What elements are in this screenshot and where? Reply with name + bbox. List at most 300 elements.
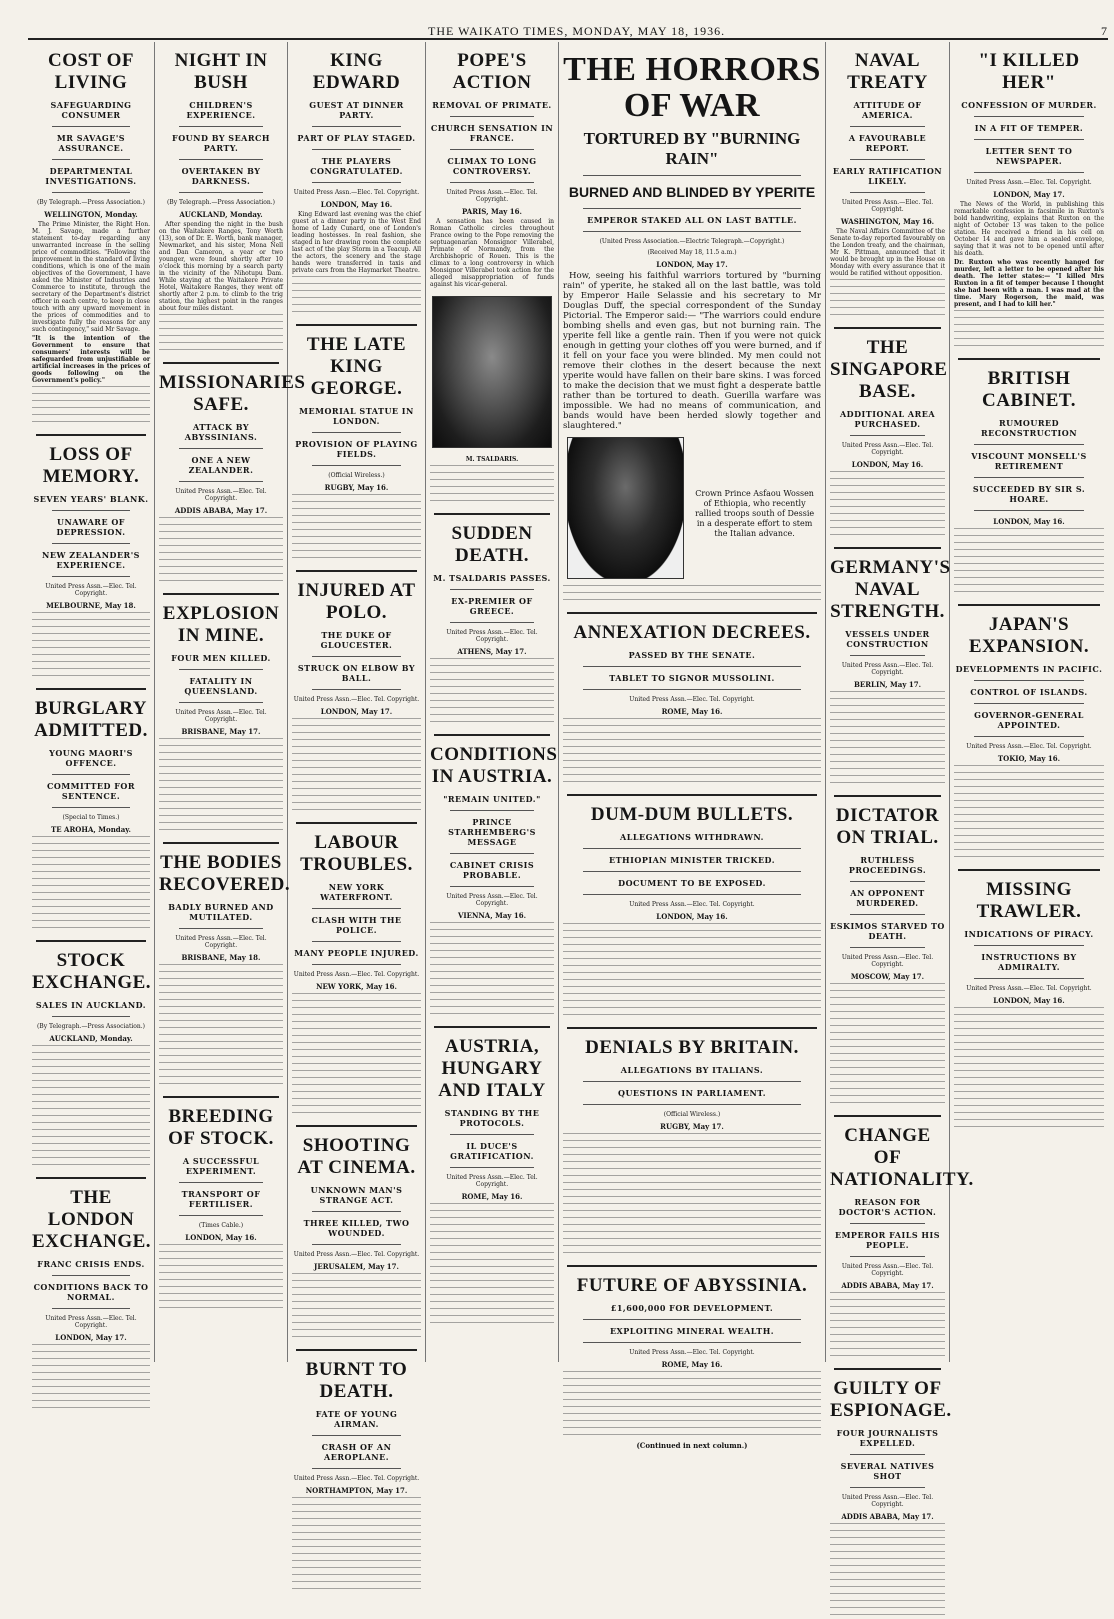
text-line-filler xyxy=(563,1245,821,1250)
section-headline: LABOUR TROUBLES. xyxy=(300,832,413,875)
section-subheadline: ALLEGATIONS WITHDRAWN. xyxy=(620,832,764,843)
masthead-title: THE WAIKATO TIMES, MONDAY, MAY 18, 1936. xyxy=(428,24,726,38)
section-subheadline: MEMORIAL STATUE IN LONDON. xyxy=(299,406,414,426)
dateline: PARIS, May 16. xyxy=(462,207,522,216)
section-divider xyxy=(834,1115,941,1117)
text-line-filler xyxy=(32,400,150,405)
text-line-filler xyxy=(954,828,1104,833)
text-line-filler xyxy=(954,1028,1104,1033)
section-dateline: ATHENS, May 17. xyxy=(457,647,527,656)
text-line-filler xyxy=(563,1182,821,1187)
text-line-filler xyxy=(430,493,554,498)
section-subheadline: FOUR MEN KILLED. xyxy=(171,653,271,663)
text-line-filler xyxy=(32,836,150,841)
text-line-filler xyxy=(292,1098,421,1103)
divider xyxy=(974,116,1084,117)
text-line-filler xyxy=(159,822,283,827)
text-line-filler xyxy=(32,885,150,890)
page-number: 7 xyxy=(1101,24,1108,38)
text-line-filler xyxy=(954,1049,1104,1054)
subheadline: A FAVOURABLE REPORT. xyxy=(848,133,927,153)
section-subheadline: EX-PREMIER OF GREECE. xyxy=(451,596,533,616)
text-line-filler xyxy=(430,1301,554,1306)
text-line-filler xyxy=(954,856,1104,861)
text-line-filler xyxy=(292,1000,421,1005)
text-line-filler xyxy=(430,665,554,670)
text-line-filler xyxy=(430,714,554,719)
text-line-filler xyxy=(32,414,150,419)
text-line-filler xyxy=(563,930,821,935)
text-line-filler xyxy=(292,1063,421,1068)
text-line-filler xyxy=(159,752,283,757)
section-divider xyxy=(36,434,146,436)
text-line-filler xyxy=(292,1560,421,1565)
text-line-filler xyxy=(830,1586,945,1591)
text-line-filler xyxy=(292,276,421,281)
text-line-filler xyxy=(830,1299,945,1304)
text-line-filler xyxy=(830,733,945,738)
section-subheadline: PROVISION OF PLAYING FIELDS. xyxy=(295,439,418,459)
section-byline: (Official Wireless.) xyxy=(663,1111,721,1119)
text-line-filler xyxy=(159,780,283,785)
text-line-filler xyxy=(430,500,554,505)
text-line-filler xyxy=(430,672,554,677)
text-line-filler xyxy=(830,1334,945,1339)
text-line-filler xyxy=(32,1129,150,1134)
section-dateline: AUCKLAND, Monday. xyxy=(49,1034,133,1043)
section-headline: DENIALS BY BRITAIN. xyxy=(585,1037,799,1059)
text-line-filler xyxy=(830,1081,945,1086)
text-line-filler xyxy=(563,1252,821,1257)
text-line-filler xyxy=(830,1011,945,1016)
text-line-filler xyxy=(563,746,821,751)
section-dateline: MELBOURNE, May 18. xyxy=(46,601,136,610)
text-line-filler xyxy=(830,492,945,497)
text-line-filler xyxy=(563,923,821,928)
divider xyxy=(583,208,801,209)
text-line-filler xyxy=(159,1048,283,1053)
section-headline: BURNT TO DEATH. xyxy=(305,1359,408,1402)
text-line-filler xyxy=(159,1286,283,1291)
column-5 xyxy=(559,42,826,1451)
divider xyxy=(850,159,925,160)
text-line-filler xyxy=(159,1006,283,1011)
text-line-filler xyxy=(830,534,945,539)
divider xyxy=(583,848,801,849)
section-byline: United Press Assn.—Elec. Tel. Copyright. xyxy=(293,1475,420,1482)
section-dateline: LONDON, May 16. xyxy=(185,1233,257,1242)
text-line-filler xyxy=(292,1294,421,1299)
section-subheadline: ETHIOPIAN MINISTER TRICKED. xyxy=(609,855,775,866)
headline: KING EDWARD xyxy=(312,50,401,93)
article-text xyxy=(430,218,554,288)
text-line-filler xyxy=(292,1070,421,1075)
text-line-filler xyxy=(159,1272,283,1277)
headline: COST OF LIVING xyxy=(47,50,135,93)
text-line-filler xyxy=(830,1320,945,1325)
text-line-filler xyxy=(830,691,945,696)
text-line-filler xyxy=(159,1055,283,1060)
text-line-filler xyxy=(830,990,945,995)
text-line-filler xyxy=(292,1105,421,1110)
divider xyxy=(850,435,925,436)
article-text xyxy=(954,201,1104,257)
text-line-filler xyxy=(292,290,421,295)
section-divider xyxy=(296,822,417,824)
text-line-filler xyxy=(159,349,283,354)
text-line-filler xyxy=(563,767,821,772)
divider xyxy=(450,886,534,887)
section-byline: (Times Cable.) xyxy=(198,1222,244,1229)
text-line-filler xyxy=(32,1080,150,1085)
text-line-filler xyxy=(830,1074,945,1079)
text-line-filler xyxy=(32,906,150,911)
text-line-filler xyxy=(32,1400,150,1405)
headline: THE HORRORS OF WAR xyxy=(563,51,821,124)
section-subheadline: FATE OF YOUNG AIRMAN. xyxy=(315,1409,398,1429)
text-line-filler xyxy=(292,1588,421,1593)
text-line-filler xyxy=(830,1306,945,1311)
divider xyxy=(52,774,130,775)
text-line-filler xyxy=(830,1046,945,1051)
text-line-filler xyxy=(292,494,421,499)
text-line-filler xyxy=(292,1028,421,1033)
section-headline: STOCK EXCHANGE. xyxy=(32,950,152,993)
text-line-filler xyxy=(830,719,945,724)
text-line-filler xyxy=(830,293,945,298)
section-divider xyxy=(36,688,146,690)
text-line-filler xyxy=(830,1355,945,1360)
text-line-filler xyxy=(159,999,283,1004)
text-line-filler xyxy=(159,759,283,764)
text-line-filler xyxy=(830,1551,945,1556)
text-line-filler xyxy=(292,1007,421,1012)
section-subheadline: CLASH WITH THE POLICE. xyxy=(311,915,402,935)
text-line-filler xyxy=(292,1301,421,1306)
quote-text: "It is the intention of the Government to ensure that consumers' interests will be safeguarded from unjustifiable or artificial increases in the prices of goods following on the Government's policy." xyxy=(32,335,150,384)
text-line-filler xyxy=(954,772,1104,777)
text-line-filler xyxy=(563,1385,821,1390)
text-line-filler xyxy=(292,1518,421,1523)
text-line-filler xyxy=(292,1287,421,1292)
text-line-filler xyxy=(830,471,945,476)
column-4 xyxy=(426,42,559,1362)
text-line-filler xyxy=(954,779,1104,784)
text-line-filler xyxy=(830,1327,945,1332)
section-subheadline: NEW ZEALANDER'S EXPERIENCE. xyxy=(42,550,140,570)
text-line-filler xyxy=(32,421,150,426)
text-line-filler xyxy=(159,517,283,522)
text-line-filler xyxy=(292,1042,421,1047)
text-line-filler xyxy=(954,584,1104,589)
text-line-filler xyxy=(563,1392,821,1397)
text-line-filler xyxy=(159,808,283,813)
section-subheadline: INDICATIONS OF PIRACY. xyxy=(964,929,1094,939)
section-subheadline: PRINCE STARHEMBERG'S MESSAGE xyxy=(448,817,536,847)
divider xyxy=(179,1215,263,1216)
section-headline: JAPAN'S EXPANSION. xyxy=(968,614,1090,657)
text-line-filler xyxy=(430,1238,554,1243)
text-line-filler xyxy=(32,843,150,848)
text-line-filler xyxy=(430,1224,554,1229)
divider xyxy=(583,231,801,232)
column-7 xyxy=(950,42,1108,1362)
text-line-filler xyxy=(32,675,150,680)
text-line-filler xyxy=(954,786,1104,791)
paragraph: The Naval Affairs Committee of the Senate to-day reported favourably on the London treaty, and the chairman, Mr K. Pittman, announced that it would be brought up in the House on Monday with every assurance that it would be ratified without opposition. xyxy=(830,228,945,277)
text-line-filler xyxy=(954,535,1104,540)
text-line-filler xyxy=(292,1581,421,1586)
text-line-filler xyxy=(563,585,821,590)
text-line-filler xyxy=(159,794,283,799)
text-line-filler xyxy=(830,1565,945,1570)
text-line-filler xyxy=(159,342,283,347)
section-divider xyxy=(834,795,941,797)
text-line-filler xyxy=(430,1287,554,1292)
text-line-filler xyxy=(430,693,554,698)
text-line-filler xyxy=(430,1266,554,1271)
text-line-filler xyxy=(292,311,421,316)
text-line-filler xyxy=(159,1020,283,1025)
divider xyxy=(974,444,1084,445)
text-line-filler xyxy=(954,793,1104,798)
section-subheadline: PASSED BY THE SENATE. xyxy=(628,650,756,661)
divider xyxy=(974,945,1084,946)
text-line-filler xyxy=(32,1164,150,1169)
text-line-filler xyxy=(292,1021,421,1026)
paragraph: The Prime Minister, the Right Hon. M. J. Savage, made a further statement to-day regarding any unwarranted increase in the selling price of commodities. "Following the improvement in the standard of living conditions, which is one of the main objectives of the Government, I have asked the Minister of Industries and Commerce to institute, through the secretary of the Department's district officer in each centre, to keep in close touch with any upward movement in the prices of commodities and to investigate fully the reasons for any such contingency," said Mr Savage. xyxy=(32,221,150,333)
section-divider xyxy=(296,1125,417,1127)
text-line-filler xyxy=(159,1034,283,1039)
byline: (By Telegraph.—Press Association.) xyxy=(36,199,146,206)
section-headline: MISSIONARIES SAFE. xyxy=(159,372,306,415)
text-line-filler xyxy=(563,937,821,942)
text-line-filler xyxy=(830,775,945,780)
divider xyxy=(450,589,534,590)
section-subheadline: NEW YORK WATERFRONT. xyxy=(320,882,393,902)
text-line-filler xyxy=(954,842,1104,847)
section-byline: United Press Assn.—Elec. Tel. Copyright. xyxy=(841,954,934,968)
divider xyxy=(850,881,925,882)
text-line-filler xyxy=(563,965,821,970)
byline: United Press Assn.—Elec. Tel. Copyright. xyxy=(293,189,420,196)
section-headline: THE BODIES RECOVERED. xyxy=(159,852,291,895)
subheadline: DEPARTMENTAL INVESTIGATIONS. xyxy=(45,166,137,186)
divider xyxy=(583,1104,801,1105)
text-line-filler xyxy=(32,1115,150,1120)
section-headline: FUTURE OF ABYSSINIA. xyxy=(576,1275,808,1297)
text-line-filler xyxy=(32,386,150,391)
divider xyxy=(450,1134,534,1135)
text-line-filler xyxy=(830,279,945,284)
divider xyxy=(583,175,801,176)
section-byline: United Press Assn.—Elec. Tel. Copyright. xyxy=(446,1174,538,1188)
divider xyxy=(450,853,534,854)
text-line-filler xyxy=(32,647,150,652)
divider xyxy=(52,126,130,127)
text-line-filler xyxy=(830,726,945,731)
text-line-filler xyxy=(563,1399,821,1404)
divider xyxy=(312,1468,401,1469)
text-line-filler xyxy=(430,658,554,663)
text-line-filler xyxy=(32,864,150,869)
text-line-filler xyxy=(954,1105,1104,1110)
section-subheadline: AN OPPONENT MURDERED. xyxy=(850,888,925,908)
text-line-filler xyxy=(563,1154,821,1159)
text-line-filler xyxy=(563,1168,821,1173)
section-subheadline: CONTROL OF ISLANDS. xyxy=(970,687,1088,697)
text-line-filler xyxy=(430,929,554,934)
section-headline: CONDITIONS IN AUSTRIA. xyxy=(430,744,558,787)
subheadline: FOUND BY SEARCH PARTY. xyxy=(172,133,270,153)
section-subheadline: VESSELS UNDER CONSTRUCTION xyxy=(845,629,930,649)
text-line-filler xyxy=(32,407,150,412)
text-line-filler xyxy=(830,300,945,305)
text-line-filler xyxy=(954,1021,1104,1026)
text-line-filler xyxy=(430,1294,554,1299)
section-byline: United Press Assn.—Elec. Tel. Copyright. xyxy=(45,1315,137,1329)
divider xyxy=(974,680,1084,681)
text-line-filler xyxy=(563,592,821,597)
text-line-filler xyxy=(830,286,945,291)
text-line-filler xyxy=(32,640,150,645)
section-dateline: MOSCOW, May 17. xyxy=(850,972,925,981)
text-line-filler xyxy=(954,338,1104,343)
section-subheadline: TRANSPORT OF FERTILISER. xyxy=(181,1189,261,1209)
divider xyxy=(52,1016,130,1017)
section-subheadline: THE DUKE OF GLOUCESTER. xyxy=(320,630,393,650)
text-line-filler xyxy=(32,857,150,862)
text-line-filler xyxy=(159,335,283,340)
text-line-filler xyxy=(830,1067,945,1072)
text-line-filler xyxy=(292,1308,421,1313)
subheadline: CHILDREN'S EXPERIENCE. xyxy=(186,100,256,120)
text-line-filler xyxy=(159,964,283,969)
text-line-filler xyxy=(954,577,1104,582)
section-headline: SUDDEN DEATH. xyxy=(451,523,533,566)
text-line-filler xyxy=(292,1315,421,1320)
section-dateline: TE AROHA, Monday. xyxy=(51,825,131,834)
section-divider xyxy=(163,362,279,364)
section-headline: INJURED AT POLO. xyxy=(297,580,416,623)
section-subheadline: DOCUMENT TO BE EXPOSED. xyxy=(618,878,766,889)
text-line-filler xyxy=(32,1052,150,1057)
divider xyxy=(850,947,925,948)
section-subheadline: ALLEGATIONS BY ITALIANS. xyxy=(620,1065,764,1076)
text-line-filler xyxy=(830,1053,945,1058)
text-line-filler xyxy=(292,536,421,541)
text-line-filler xyxy=(954,570,1104,575)
text-line-filler xyxy=(292,1553,421,1558)
text-line-filler xyxy=(563,753,821,758)
text-line-filler xyxy=(159,321,283,326)
column-6 xyxy=(826,42,974,1521)
text-line-filler xyxy=(563,732,821,737)
text-line-filler xyxy=(159,801,283,806)
text-line-filler xyxy=(954,1056,1104,1061)
text-line-filler xyxy=(32,1365,150,1370)
section-subheadline: YOUNG MAORI'S OFFENCE. xyxy=(49,748,133,768)
text-line-filler xyxy=(830,1088,945,1093)
subheadline: BURNED AND BLINDED BY YPERITE xyxy=(568,184,816,201)
subheadline: EARLY RATIFICATION LIKELY. xyxy=(832,166,943,186)
masthead-rule xyxy=(28,38,1108,40)
divider xyxy=(52,807,130,808)
dateline: WASHINGTON, May 16. xyxy=(840,217,935,226)
text-line-filler xyxy=(32,1045,150,1050)
text-line-filler xyxy=(563,1161,821,1166)
text-line-filler xyxy=(32,1379,150,1384)
text-line-filler xyxy=(159,1244,283,1249)
section-subheadline: ATTACK BY ABYSSINIANS. xyxy=(184,422,258,442)
section-headline: GERMANY'S NAVAL STRENGTH. xyxy=(830,557,951,622)
text-line-filler xyxy=(430,922,554,927)
text-line-filler xyxy=(830,1341,945,1346)
text-line-filler xyxy=(159,985,283,990)
text-line-filler xyxy=(954,324,1104,329)
section-subheadline: ADDITIONAL AREA PURCHASED. xyxy=(839,409,936,429)
text-line-filler xyxy=(563,1406,821,1411)
section-subheadline: ESKIMOS STARVED TO DEATH. xyxy=(830,921,945,941)
quote-text: Dr. Ruxton who was recently hanged for murder, left a letter to be opened after his death. The letter states:— "I killed Mrs Ruxton in a fit of temper because I thought she had been with a man. I was mad at the time. Mary Rogerson, the maid, was present, and I had to kill her." xyxy=(954,259,1104,308)
text-line-filler xyxy=(563,944,821,949)
divider xyxy=(312,689,401,690)
section-dateline: LONDON, May 17. xyxy=(55,1333,127,1342)
divider xyxy=(312,465,401,466)
divider xyxy=(850,192,925,193)
section-divider xyxy=(434,734,550,736)
text-line-filler xyxy=(159,1265,283,1270)
text-line-filler xyxy=(430,700,554,705)
text-line-filler xyxy=(954,1070,1104,1075)
text-line-filler xyxy=(159,559,283,564)
text-line-filler xyxy=(292,297,421,302)
section-subheadline: MANY PEOPLE INJURED. xyxy=(294,948,419,958)
section-subheadline: FRANC CRISIS ENDS. xyxy=(37,1259,145,1269)
text-line-filler xyxy=(292,760,421,765)
text-line-filler xyxy=(830,1095,945,1100)
byline: (By Telegraph.—Press Association.) xyxy=(166,199,276,206)
section-headline: BREEDING OF STOCK. xyxy=(168,1106,274,1149)
divider xyxy=(974,978,1084,979)
section-byline: United Press Assn.—Elec. Tel. Copyright. xyxy=(175,935,267,949)
section-dateline: VIENNA, May 16. xyxy=(457,911,527,920)
text-line-filler xyxy=(830,1537,945,1542)
text-line-filler xyxy=(563,1147,821,1152)
text-line-filler xyxy=(32,1143,150,1148)
article-text xyxy=(563,271,821,431)
divider xyxy=(974,703,1084,704)
section-byline: United Press Assn.—Elec. Tel. Copyright. xyxy=(45,583,137,597)
text-line-filler xyxy=(563,725,821,730)
divider xyxy=(312,432,401,433)
article-text xyxy=(159,221,283,312)
section-byline: United Press Assn.—Elec. Tel. Copyright. xyxy=(175,488,267,502)
text-line-filler xyxy=(954,1112,1104,1117)
section-subheadline: SEVERAL NATIVES SHOT xyxy=(840,1461,935,1481)
section-byline: (Official Wireless.) xyxy=(328,472,385,479)
section-divider xyxy=(434,1026,550,1028)
text-line-filler xyxy=(563,1413,821,1418)
received-time: (Received May 18, 11.5 a.m.) xyxy=(647,249,737,257)
divider xyxy=(52,1275,130,1276)
text-line-filler xyxy=(563,760,821,765)
section-divider xyxy=(163,593,279,595)
text-line-filler xyxy=(954,849,1104,854)
text-line-filler xyxy=(830,782,945,787)
text-line-filler xyxy=(32,1122,150,1127)
text-line-filler xyxy=(830,1572,945,1577)
